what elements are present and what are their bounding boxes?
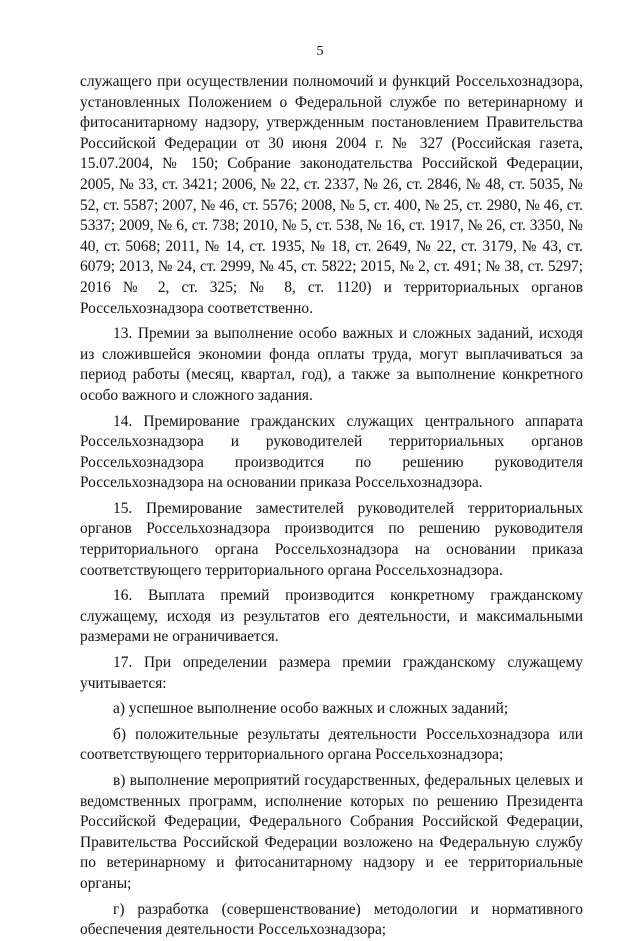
subitem-v: в) выполнение мероприятий государственных, федеральных целевых и ведомственных программ, исполнение которых по решению Президента Российской Федерации, Федерального Собрания Российской Федерации, Правительства Российской Федерации возложено на Федеральную службу по ветеринарному и фитосанитарному надзору и ее территориальные органы;: [80, 772, 583, 892]
subitem-b: б) положительные результаты деятельности Россельхознадзора или соответствующего территориального органа Россельхознадзора;: [80, 725, 583, 764]
subitem-a: а) успешное выполнение особо важных и сложных заданий;: [113, 700, 509, 718]
subitem-g: г) разработка (совершенствование) методологии и нормативного обеспечения деятельности Россельхознадзора;: [80, 900, 583, 939]
paragraph-item-15: 15. Премирование заместителей руководителей территориальных органов Россельхознадзора производится по решению руководителя территориального органа Россельхознадзора на основании приказа соответствующего территориального органа Россельхознадзора.: [80, 499, 583, 579]
paragraph-item-17: 17. При определении размера премии гражданскому служащему учитывается:: [80, 654, 583, 692]
document-body: [80, 72, 583, 941]
paragraph-continuation: служащего при осуществлении полномочий и функций Россельхознадзора, установленных Положением о Федеральной службе по ветеринарному и фитосанитарному надзору, утвержденным постановлением Правительства Российской Федерации от 30 июня 2004 г. № 327 (Российская газета, 15.07.2004, № 150; Собрание законодательства Российской Федерации, 2005, № 33, ст. 3421; 2006, № 22, ст. 2337, № 26, ст. 2846, № 48, ст. 5035, № 52, ст. 5587; 2007, № 46, ст. 5576; 2008, № 5, ст. 400, № 25, ст. 2980, № 46, ст. 5337; 2009, № 6, ст. 738; 2010, № 5, ст. 538, № 16, ст. 1917, № 26, ст. 3350, № 40, ст. 5068; 2011, № 14, ст. 1935, № 18, ст. 2649, № 22, ст. 3179, № 43, ст. 6079; 2013, № 24, ст. 2999, № 45, ст. 5822; 2015, № 2, ст. 491; № 38, ст. 5297; 2016 № 2, ст. 325; № 8, ст. 1120) и территориальных органов Россельхознадзора соответственно.: [80, 73, 583, 317]
page-number: 5: [316, 44, 324, 59]
paragraph-item-16: 16. Выплата премий производится конкретному гражданскому служащему, исходя из результатов его деятельности, и максимальными размерами не ограничивается.: [80, 587, 583, 646]
paragraph-item-14: 14. Премирование гражданских служащих центрального аппарата Россельхознадзора и руководителей территориальных органов Россельхознадзора производится по решению руководителя Россельхознадзора на основании приказа Россельхознадзора.: [80, 412, 583, 492]
paragraph-item-13: 13. Премии за выполнение особо важных и сложных заданий, исходя из сложившейся экономии фонда оплаты труда, могут выплачиваться за период работы (месяц, квартал, год), а также за выполнение конкретного особо важного и сложного задания.: [80, 325, 583, 404]
